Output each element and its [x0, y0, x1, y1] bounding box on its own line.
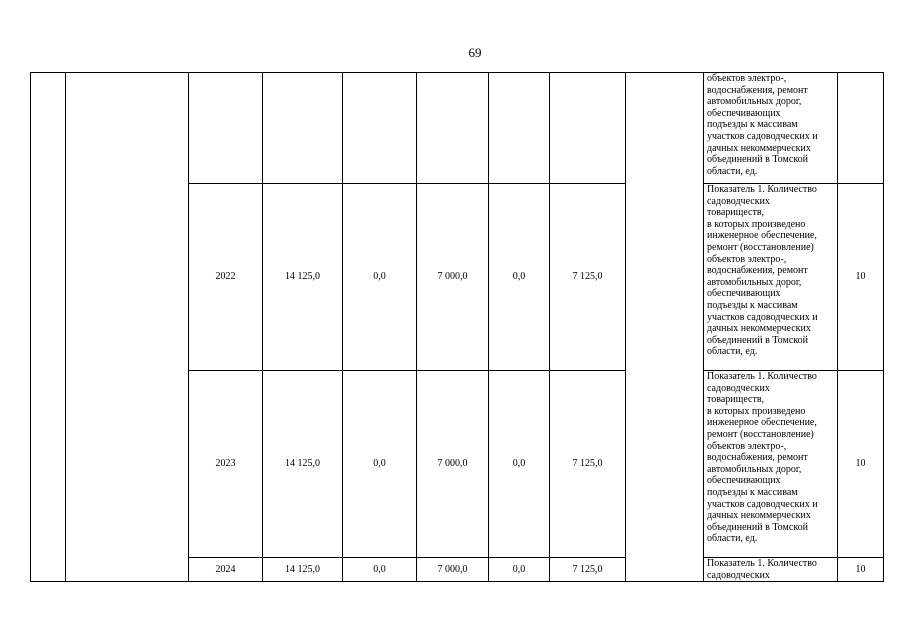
federal-budget-cell: 0,0: [343, 558, 417, 582]
local-budget-cell: [489, 73, 550, 184]
other-sources-cell: 7 125,0: [550, 184, 626, 371]
regional-budget-cell: 7 000,0: [417, 184, 489, 371]
indicator-cell: Показатель 1. Количество садоводческих: [704, 558, 838, 582]
number-cell: [31, 73, 66, 582]
local-budget-cell: 0,0: [489, 371, 550, 558]
federal-budget-cell: 0,0: [343, 184, 417, 371]
local-budget-cell: 0,0: [489, 184, 550, 371]
table-row: [31, 73, 884, 184]
indicator-value-cell: 10: [838, 184, 884, 371]
year-cell: 2023: [189, 371, 263, 558]
indicator-cell: объектов электро-, водоснабжения, ремонт автомобильных дорог, обеспечивающих подъезды к массивам участков садоводческих и дачных некоммерческих объединений в Томской области, ед.: [704, 73, 838, 184]
year-cell: 2024: [189, 558, 263, 582]
other-sources-cell: [550, 73, 626, 184]
indicator-value-cell: 10: [838, 558, 884, 582]
regional-budget-cell: 7 000,0: [417, 558, 489, 582]
measure-name-cell: [66, 73, 189, 582]
year-cell: 2022: [189, 184, 263, 371]
federal-budget-cell: 0,0: [343, 371, 417, 558]
total-cell: 14 125,0: [263, 184, 343, 371]
regional-budget-cell: [417, 73, 489, 184]
other-sources-cell: 7 125,0: [550, 558, 626, 582]
year-cell: [189, 73, 263, 184]
total-cell: 14 125,0: [263, 371, 343, 558]
total-cell: 14 125,0: [263, 558, 343, 582]
indicator-value-cell: 10: [838, 371, 884, 558]
indicator-value-cell: [838, 73, 884, 184]
other-sources-cell: 7 125,0: [550, 371, 626, 558]
executor-cell: [626, 73, 704, 582]
program-table: [30, 72, 884, 582]
page-number: 69: [468, 45, 482, 60]
indicator-cell: Показатель 1. Количество садоводческих товариществ, в которых произведено инженерное обеспечение, ремонт (восстановление) объектов электро-, водоснабжения, ремонт автомобильных дорог, обеспечивающих подъезды к массивам участков садоводческих и дачных некоммерческих объединений в Томской области, ед.: [704, 184, 838, 371]
indicator-cell: Показатель 1. Количество садоводческих товариществ, в которых произведено инженерное обеспечение, ремонт (восстановление) объектов электро-, водоснабжения, ремонт автомобильных дорог, обеспечивающих подъезды к массивам участков садоводческих и дачных некоммерческих объединений в Томской области, ед.: [704, 371, 838, 558]
federal-budget-cell: [343, 73, 417, 184]
local-budget-cell: 0,0: [489, 558, 550, 582]
total-cell: [263, 73, 343, 184]
regional-budget-cell: 7 000,0: [417, 371, 489, 558]
